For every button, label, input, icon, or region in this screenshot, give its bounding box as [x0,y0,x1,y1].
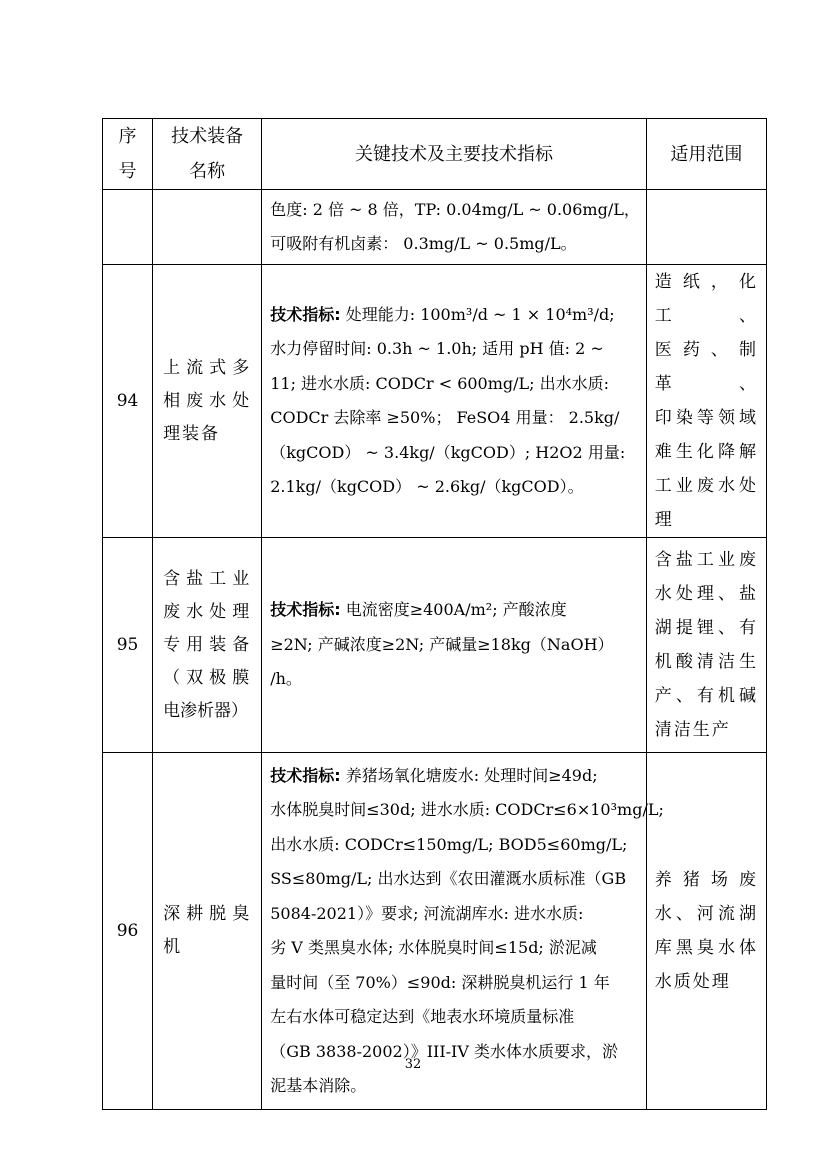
table-row [103,265,767,538]
row-number: 96 [103,753,153,1110]
equipment-name: 含盐工业 废水处理 专用装备 （双极膜 电渗析器） [153,538,262,753]
header-key-tech: 关键技术及主要技术指标 [262,119,647,190]
equipment-name: 上流式多 相废水处 理装备 [153,265,262,538]
table-header-row [103,119,767,190]
equipment-table [102,118,767,1110]
row-number: 95 [103,538,153,753]
scope-cell: 造纸，化工、 医药、制革、 印染等领域 难生化降解 工业废水处 理 [646,265,766,538]
header-scope: 适用范围 [646,119,766,190]
header-serial: 序 号 [103,119,153,190]
table-row-continued [103,190,767,265]
tech-cell: 技术指标: 养猪场氧化塘废水: 处理时间≥49d; 水体脱臭时间≤30d; 进水水质: CODCr≤6×10³mg/L; 出水水质: CODCr≤150mg/L; BOD5≤60mg/L; SS≤80mg/L; 出水达到《农田灌溉水质标准（GB 5084-2021）》要求; 河流湖库水: 进水水质: 劣 V 类黑臭水体; 水体脱臭时间≤15d; 淤泥减 量时间（至 70%）≤90d: 深耕脱臭机运行 1 年 左右水体可稳定达到《地表水环境质量标准 （GB 3838-2002）》III-IV 类水体水质要求，淤 泥基本消除。 [262,753,647,1110]
header-equipment-name: 技术装备 名称 [153,119,262,190]
row-number: 94 [103,265,153,538]
tech-cell: 技术指标: 电流密度≥400A/m²; 产酸浓度 ≥2N; 产碱浓度≥2N; 产碱量≥18kg（NaOH） /h。 [262,538,647,753]
scope-cell: 含盐工业废 水处理、盐 湖提锂、有 机酸清洁生 产、有机碱 清洁生产 [646,538,766,753]
page-number: 32 [404,1057,422,1072]
scope-cell: 养猪场废 水、河流湖 库黑臭水体 水质处理 [646,753,766,1110]
table-row [103,538,767,753]
equipment-name: 深耕脱臭 机 [153,753,262,1110]
table-row [103,753,767,1110]
tech-cell: 色度: 2 倍 ~ 8 倍，TP: 0.04mg/L ~ 0.06mg/L， 可吸附有机卤素： 0.3mg/L ~ 0.5mg/L。 [262,190,647,265]
tech-cell: 技术指标: 处理能力: 100m³/d ~ 1 × 10⁴m³/d; 水力停留时间: 0.3h ~ 1.0h; 适用 pH 值: 2 ~ 11; 进水水质: CODCr < 600mg/L; 出水水质: CODCr 去除率 ≥50%； FeSO4 用量： 2.5kg/ （kgCOD） ~ 3.4kg/（kgCOD）; H2O2 用量: 2.1kg/（kgCOD） ~ 2.6kg/（kgCOD）。 [262,265,647,538]
